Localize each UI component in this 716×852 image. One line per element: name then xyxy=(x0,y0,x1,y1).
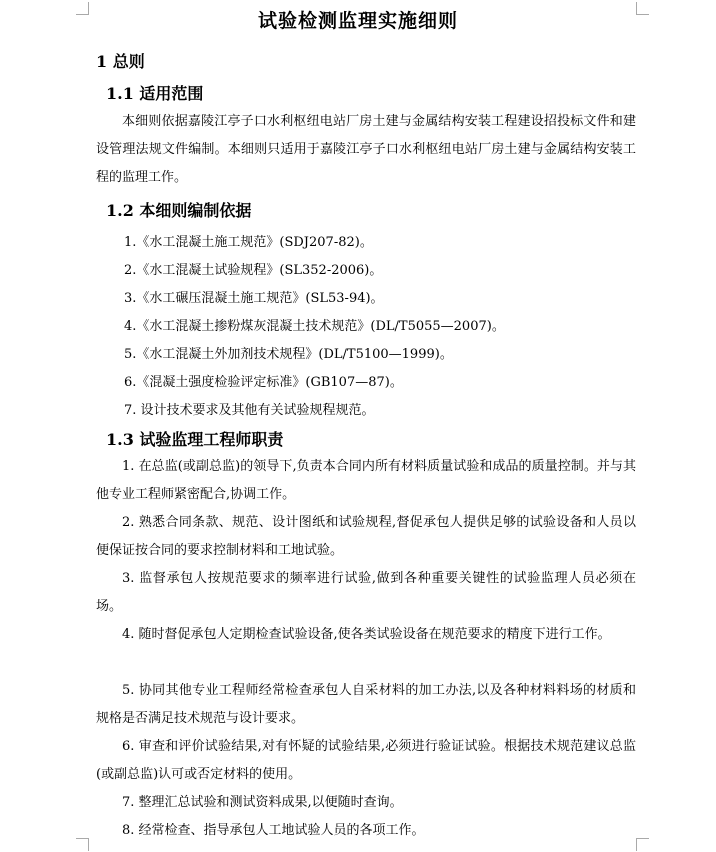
scope-paragraph: 本细则依据嘉陵江亭子口水利枢纽电站厂房土建与金属结构安装工程建设招投标文件和建设管理法规文件编制。本细则只适用于嘉陵江亭子口水利枢纽电站厂房土建与金属结构安装工程的监理工作。 xyxy=(96,114,636,185)
document-title: 试验检测监理实施细则 xyxy=(257,10,458,32)
duty-item-4: 4. 随时督促承包人定期检查试验设备,使各类试验设备在规范要求的精度下进行工作。 xyxy=(122,627,611,642)
duty-item-6: 6. 审查和评价试验结果,对有怀疑的试验结果,必须进行验证试验。根据技术规范建议总监(或副总监)认可或否定材料的使用。 xyxy=(96,739,636,782)
page-corner-mark-bottom-left xyxy=(76,838,89,851)
duty-item-2: 2. 熟悉合同条款、规范、设计图纸和试验规程,督促承包人提供足够的试验设备和人员以便保证按合同的要求控制材料和工地试验。 xyxy=(96,515,636,558)
basis-item-3: 3.《水工碾压混凝土施工规范》(SL53-94)。 xyxy=(124,291,384,306)
duty-item-3: 3. 监督承包人按规范要求的频率进行试验,做到各种重要关键性的试验监理人员必须在场。 xyxy=(96,571,636,614)
basis-item-6: 6.《混凝土强度检验评定标准》(GB107—87)。 xyxy=(124,375,403,390)
section-heading-1-3: 1.3 试验监理工程师职责 xyxy=(106,430,284,449)
page-corner-mark-bottom-right xyxy=(636,838,649,851)
duty-item-5: 5. 协同其他专业工程师经常检查承包人自采材料的加工办法,以及各种材料料场的材质和规格是否满足技术规范与设计要求。 xyxy=(96,683,636,726)
basis-item-1: 1.《水工混凝土施工规范》(SDJ207-82)。 xyxy=(124,235,373,250)
basis-item-5: 5.《水工混凝土外加剂技术规程》(DL/T5100—1999)。 xyxy=(124,347,453,362)
basis-item-7: 7. 设计技术要求及其他有关试验规程规范。 xyxy=(124,403,375,418)
duty-item-1: 1. 在总监(或副总监)的领导下,负责本合同内所有材料质量试验和成品的质量控制。并与其他专业工程师紧密配合,协调工作。 xyxy=(96,459,636,502)
basis-item-2: 2.《水工混凝土试验规程》(SL352-2006)。 xyxy=(124,263,383,278)
section-heading-1-1: 1.1 适用范围 xyxy=(106,84,204,103)
basis-item-4: 4.《水工混凝土掺粉煤灰混凝土技术规范》(DL/T5055—2007)。 xyxy=(124,319,505,334)
section-heading-1: 1 总则 xyxy=(96,52,145,71)
duty-item-7: 7. 整理汇总试验和测试资料成果,以便随时查询。 xyxy=(122,795,403,810)
section-heading-1-2: 1.2 本细则编制依据 xyxy=(106,201,252,220)
duty-item-8: 8. 经常检查、指导承包人工地试验人员的各项工作。 xyxy=(122,823,425,838)
